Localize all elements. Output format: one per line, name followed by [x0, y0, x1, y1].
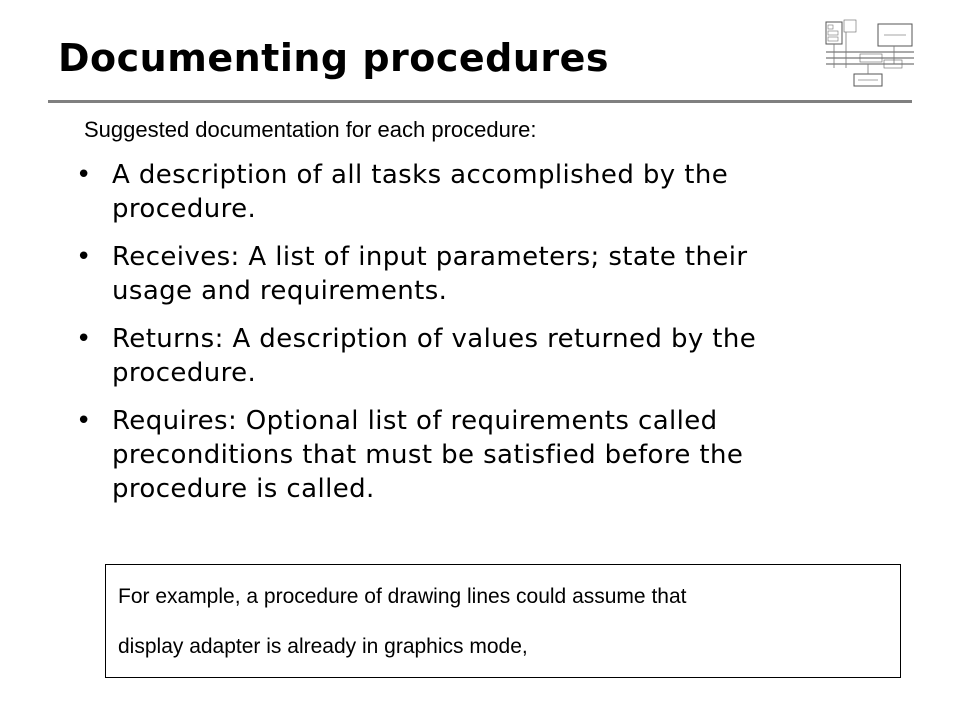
bullet-item — [76, 158, 836, 226]
bullet-list — [76, 158, 836, 520]
bullet-text: Requires: Optional list of requirements called preconditions that must be satisfied before the procedure is called. — [112, 406, 744, 504]
title-divider — [48, 100, 912, 103]
slide-subtitle: Suggested documentation for each procedure: — [84, 117, 537, 142]
bullet-item — [76, 322, 836, 390]
bullet-item — [76, 240, 836, 308]
bullet-marker: • — [76, 242, 92, 272]
example-note-line: display adapter is already in graphics mode, — [118, 635, 528, 658]
bullet-text: A description of all tasks accomplished by the procedure. — [112, 160, 729, 224]
example-note-box — [105, 564, 901, 678]
computer-architecture-diagram-logo — [824, 18, 916, 90]
bullet-text: Receives: A list of input parameters; state their usage and requirements. — [112, 242, 748, 306]
bullet-marker: • — [76, 160, 92, 190]
example-note-line: For example, a procedure of drawing lines could assume that — [118, 585, 687, 608]
bullet-marker: • — [76, 324, 92, 354]
slide-title: Documenting procedures — [58, 36, 610, 80]
bullet-text: Returns: A description of values returned by the procedure. — [112, 324, 757, 388]
bullet-item — [76, 404, 836, 506]
bullet-marker: • — [76, 406, 92, 436]
